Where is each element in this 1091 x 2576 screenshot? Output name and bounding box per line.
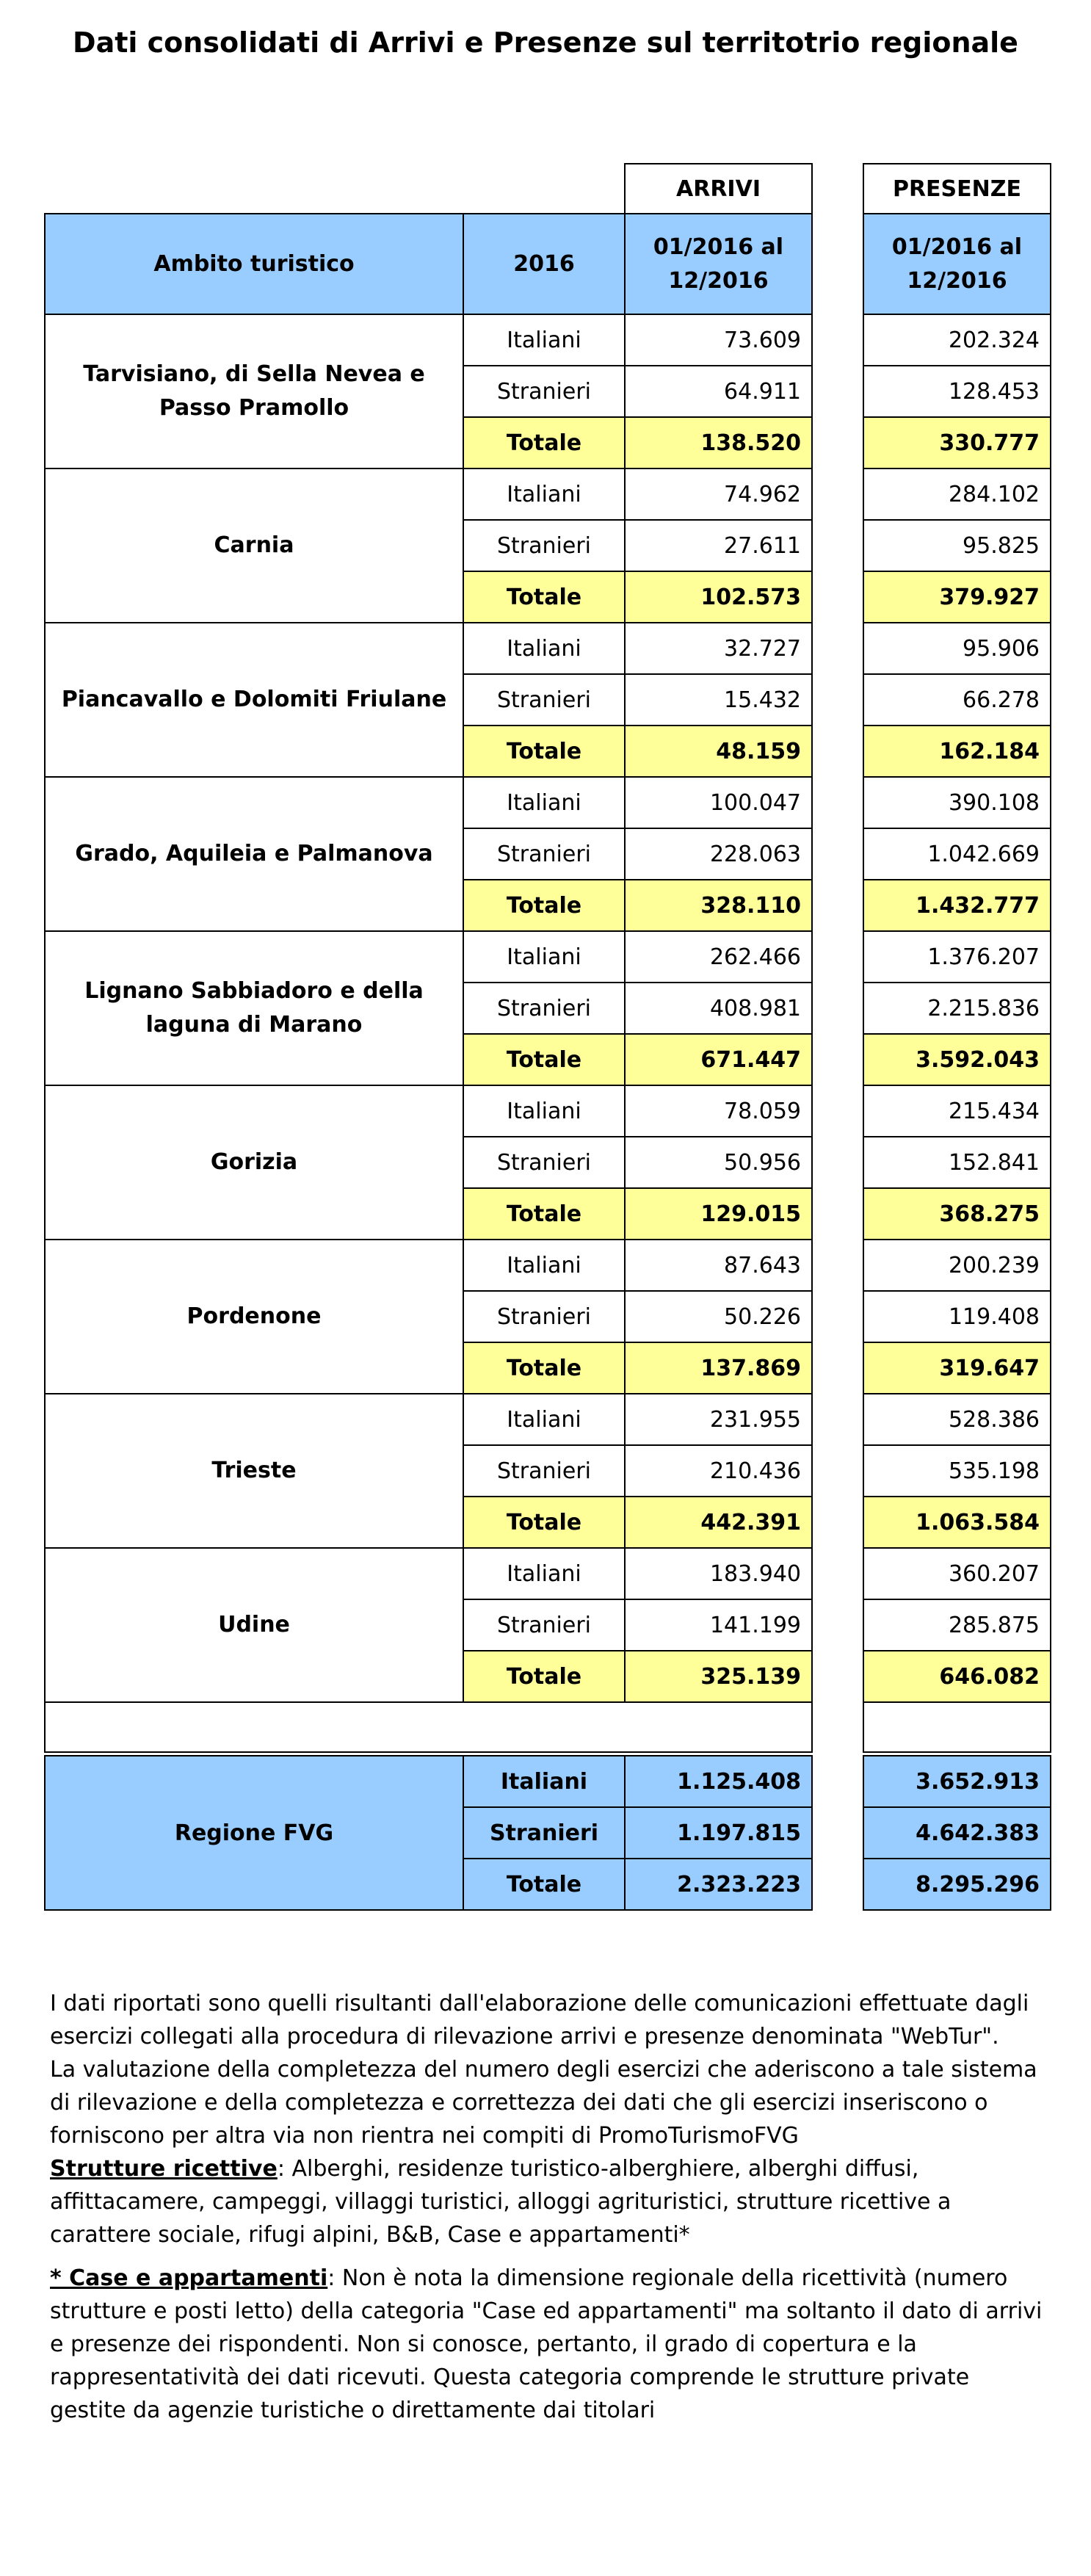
- summary-row: [863, 1756, 1051, 1807]
- table-row: [863, 1548, 1051, 1599]
- summary-presenze: 4.642.383: [863, 1807, 1051, 1859]
- table-row: [863, 1599, 1051, 1651]
- ambito-name: Udine: [45, 1548, 463, 1702]
- table-row: [863, 417, 1051, 468]
- presenze-value: 215.434: [863, 1085, 1051, 1137]
- arrivi-value: 408.981: [625, 983, 812, 1034]
- arrivi-value: 64.911: [625, 366, 812, 417]
- row-label: Stranieri: [463, 674, 625, 726]
- table-row: [45, 777, 812, 828]
- table-row: [45, 1548, 812, 1599]
- row-label: Italiani: [463, 1240, 625, 1291]
- arrivi-value: 228.063: [625, 828, 812, 880]
- arrivi-value: 141.199: [625, 1599, 812, 1651]
- row-label: Stranieri: [463, 520, 625, 571]
- presenze-value: 368.275: [863, 1188, 1051, 1240]
- arrivi-value: 328.110: [625, 880, 812, 931]
- arrivi-value: 73.609: [625, 314, 812, 366]
- presenze-value: 95.825: [863, 520, 1051, 571]
- presenze-value: 646.082: [863, 1651, 1051, 1702]
- presenze-value: 330.777: [863, 417, 1051, 468]
- table-row: [863, 931, 1051, 983]
- table-row: [863, 520, 1051, 571]
- arrivi-value: 50.956: [625, 1137, 812, 1188]
- arrivi-value: 129.015: [625, 1188, 812, 1240]
- table-row: [45, 468, 812, 520]
- spacer-cell: [863, 1702, 1051, 1752]
- arrivi-value: 32.727: [625, 623, 812, 674]
- presenze-value: 379.927: [863, 571, 1051, 623]
- presenze-value: 1.042.669: [863, 828, 1051, 880]
- arrivi-value: 87.643: [625, 1240, 812, 1291]
- row-label: Stranieri: [463, 1445, 625, 1497]
- presenze-value: 162.184: [863, 726, 1051, 777]
- ambito-column-header: Ambito turistico: [45, 214, 463, 314]
- table-row: [863, 726, 1051, 777]
- table-row: [863, 1651, 1051, 1702]
- table-row: [863, 828, 1051, 880]
- table-row: [45, 1394, 812, 1445]
- ambito-name: Carnia: [45, 468, 463, 623]
- arrivi-value: 183.940: [625, 1548, 812, 1599]
- table-row: [45, 623, 812, 674]
- ambito-name: Tarvisiano, di Sella Nevea e Passo Pramollo: [45, 314, 463, 468]
- arrivi-period-header: 01/2016 al 12/2016: [625, 214, 812, 314]
- presenze-value: 535.198: [863, 1445, 1051, 1497]
- presenze-group-header: PRESENZE: [863, 164, 1051, 214]
- presenze-value: 128.453: [863, 366, 1051, 417]
- row-label: Totale: [463, 417, 625, 468]
- table-row: [863, 1291, 1051, 1342]
- table-row: [863, 1137, 1051, 1188]
- row-label: Stranieri: [463, 1291, 625, 1342]
- row-label: Totale: [463, 880, 625, 931]
- table-row: [863, 674, 1051, 726]
- arrivi-value: 231.955: [625, 1394, 812, 1445]
- table-row: [863, 1342, 1051, 1394]
- summary-label: Totale: [463, 1859, 625, 1910]
- summary-arrivi: 2.323.223: [625, 1859, 812, 1910]
- row-label: Totale: [463, 1342, 625, 1394]
- presenze-value: 66.278: [863, 674, 1051, 726]
- ambito-name: Lignano Sabbiadoro e della laguna di Marano: [45, 931, 463, 1085]
- summary-row: [45, 1756, 812, 1807]
- table-row: [863, 1188, 1051, 1240]
- table-row: [863, 468, 1051, 520]
- presenze-value: 3.592.043: [863, 1034, 1051, 1085]
- spacer-cell: [45, 1702, 812, 1752]
- presenze-value: 152.841: [863, 1137, 1051, 1188]
- presenze-value: 528.386: [863, 1394, 1051, 1445]
- presenze-value: 360.207: [863, 1548, 1051, 1599]
- arrivi-value: 100.047: [625, 777, 812, 828]
- table-row: [45, 1240, 812, 1291]
- row-label: Italiani: [463, 1548, 625, 1599]
- row-label: Stranieri: [463, 1137, 625, 1188]
- row-label: Totale: [463, 1497, 625, 1548]
- summary-label: Stranieri: [463, 1807, 625, 1859]
- ambito-name: Pordenone: [45, 1240, 463, 1394]
- row-label: Italiani: [463, 314, 625, 366]
- arrivi-value: 50.226: [625, 1291, 812, 1342]
- strutture-text: : Alberghi, residenze turistico-alberghiere, alberghi diffusi, affittacamere, campeggi, villaggi turistici, alloggi agrituristici, strutture ricettive a carattere sociale, rifugi alpini, B&B, Case e appartamenti*: [50, 2156, 952, 2248]
- arrivi-value: 48.159: [625, 726, 812, 777]
- ambito-name: Trieste: [45, 1394, 463, 1548]
- table-row: [863, 983, 1051, 1034]
- table-row: [45, 1085, 812, 1137]
- table-row: [863, 1497, 1051, 1548]
- row-label: Totale: [463, 1034, 625, 1085]
- arrivi-table: [44, 163, 813, 1911]
- presenze-table: [863, 163, 1051, 1911]
- table-row: [863, 1085, 1051, 1137]
- ambito-name: Gorizia: [45, 1085, 463, 1240]
- case-label: * Case e appartamenti: [50, 2265, 328, 2291]
- arrivi-value: 671.447: [625, 1034, 812, 1085]
- table-row: [863, 1034, 1051, 1085]
- table-row: [863, 777, 1051, 828]
- table-row: [863, 571, 1051, 623]
- blank-cell: [45, 164, 463, 214]
- blank-cell: [463, 164, 625, 214]
- ambito-name: Piancavallo e Dolomiti Friulane: [45, 623, 463, 777]
- note-webtur: I dati riportati sono quelli risultanti dall'elaborazione delle comunicazioni effettuate dagli esercizi collegati alla procedura di rilevazione arrivi e presenze denominata "WebTur".: [50, 1991, 1029, 2049]
- row-label: Stranieri: [463, 828, 625, 880]
- table-row: [45, 314, 812, 366]
- row-label: Italiani: [463, 468, 625, 520]
- arrivi-value: 102.573: [625, 571, 812, 623]
- arrivi-value: 138.520: [625, 417, 812, 468]
- presenze-period-header: 01/2016 al 12/2016: [863, 214, 1051, 314]
- year-column-header: 2016: [463, 214, 625, 314]
- row-label: Italiani: [463, 623, 625, 674]
- presenze-value: 2.215.836: [863, 983, 1051, 1034]
- notes-section: [50, 1987, 1048, 2427]
- row-label: Stranieri: [463, 1599, 625, 1651]
- presenze-value: 202.324: [863, 314, 1051, 366]
- arrivi-value: 442.391: [625, 1497, 812, 1548]
- row-label: Italiani: [463, 1085, 625, 1137]
- row-label: Stranieri: [463, 983, 625, 1034]
- arrivi-value: 78.059: [625, 1085, 812, 1137]
- row-label: Totale: [463, 1188, 625, 1240]
- summary-presenze: 8.295.296: [863, 1859, 1051, 1910]
- presenze-value: 1.432.777: [863, 880, 1051, 931]
- page-title: Dati consolidati di Arrivi e Presenze sul territotrio regionale: [73, 26, 1018, 59]
- presenze-value: 390.108: [863, 777, 1051, 828]
- arrivi-value: 15.432: [625, 674, 812, 726]
- arrivi-value: 74.962: [625, 468, 812, 520]
- presenze-value: 95.906: [863, 623, 1051, 674]
- table-row: [863, 1445, 1051, 1497]
- note-completeness: La valutazione della completezza del numero degli esercizi che aderiscono a tale sistema di rilevazione e della completezza e correttezza dei dati che gli esercizi inseriscono o forniscono per altra via non rientra nei compiti di PromoTurismoFVG: [50, 2057, 1037, 2149]
- presenze-value: 1.376.207: [863, 931, 1051, 983]
- arrivi-value: 137.869: [625, 1342, 812, 1394]
- row-label: Totale: [463, 726, 625, 777]
- strutture-label: Strutture ricettive: [50, 2156, 278, 2182]
- presenze-value: 119.408: [863, 1291, 1051, 1342]
- presenze-value: 200.239: [863, 1240, 1051, 1291]
- row-label: Stranieri: [463, 366, 625, 417]
- arrivi-value: 210.436: [625, 1445, 812, 1497]
- presenze-value: 319.647: [863, 1342, 1051, 1394]
- region-total-name: Regione FVG: [45, 1756, 463, 1910]
- summary-arrivi: 1.125.408: [625, 1756, 812, 1807]
- table-row: [863, 1240, 1051, 1291]
- table-row: [863, 314, 1051, 366]
- ambito-name: Grado, Aquileia e Palmanova: [45, 777, 463, 931]
- presenze-value: 285.875: [863, 1599, 1051, 1651]
- arrivi-value: 325.139: [625, 1651, 812, 1702]
- arrivi-value: 262.466: [625, 931, 812, 983]
- arrivi-value: 27.611: [625, 520, 812, 571]
- summary-row: [863, 1807, 1051, 1859]
- summary-presenze: 3.652.913: [863, 1756, 1051, 1807]
- note-strutture: [50, 2152, 1048, 2251]
- summary-arrivi: 1.197.815: [625, 1807, 812, 1859]
- presenze-value: 284.102: [863, 468, 1051, 520]
- summary-label: Italiani: [463, 1756, 625, 1807]
- row-label: Italiani: [463, 1394, 625, 1445]
- presenze-value: 1.063.584: [863, 1497, 1051, 1548]
- table-row: [863, 1394, 1051, 1445]
- arrivi-group-header: ARRIVI: [625, 164, 812, 214]
- row-label: Italiani: [463, 777, 625, 828]
- case-text: : Non è nota la dimensione regionale della ricettività (numero strutture e posti letto) della categoria "Case ed appartamenti" ma soltanto il dato di arrivi e presenze dei rispondenti. Non si conosce, pertanto, il grado di copertura e la rappresentatività dei dati ricevuti. Questa categoria comprende le strutture private gestite da agenzie turistiche o direttamente dai titolari: [50, 2265, 1043, 2423]
- note-case: [50, 2262, 1048, 2427]
- table-row: [45, 931, 812, 983]
- summary-row: [863, 1859, 1051, 1910]
- table-row: [863, 623, 1051, 674]
- row-label: Totale: [463, 1651, 625, 1702]
- table-row: [863, 366, 1051, 417]
- row-label: Italiani: [463, 931, 625, 983]
- table-row: [863, 880, 1051, 931]
- row-label: Totale: [463, 571, 625, 623]
